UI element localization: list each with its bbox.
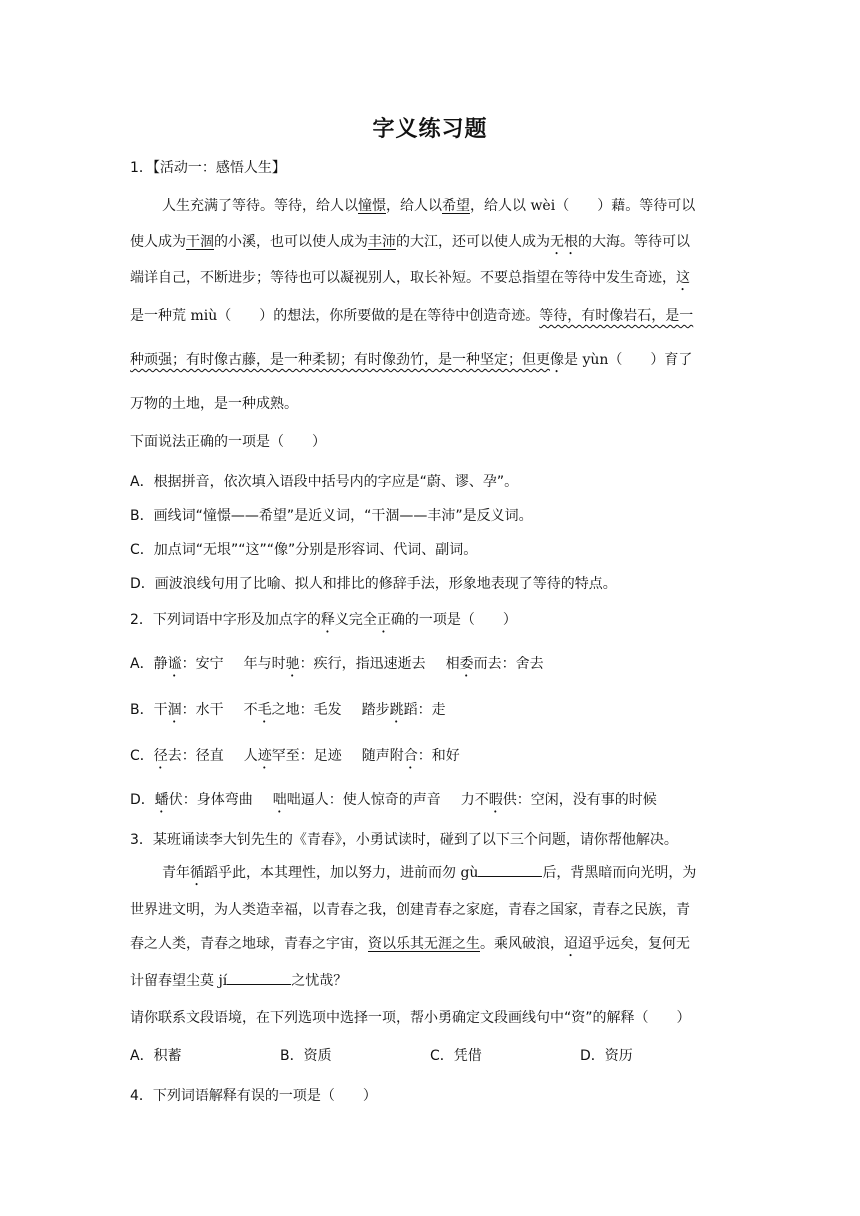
text: 踏步 (361, 702, 390, 718)
text: ：安宁 (181, 656, 224, 672)
dotted-char: 径 (153, 748, 168, 764)
text: 使人成为 (130, 234, 186, 250)
underlined-word: 憧憬 (358, 198, 386, 214)
text: 伏：身体弯曲 (168, 792, 253, 808)
text: 力不 (460, 792, 489, 808)
q3-option-d: D．资历 (580, 1048, 633, 1064)
text: 人生充满了等待。等待，给人以 (162, 198, 358, 214)
text: 春之人类，青春之地球，青春之宇宙， (130, 936, 368, 952)
text: 干 (153, 702, 168, 718)
dotted-char: 正 (376, 612, 391, 628)
dotted-char: 谧 (167, 656, 182, 672)
q1-passage-line-2 (130, 232, 690, 258)
dotted-char: 循 (190, 865, 204, 881)
text: 端详自己，不断进步；等待也可以凝视别人，取长补短。不要总指望在等待中发生奇迹， (130, 270, 676, 286)
text: 的大海。等待可以 (578, 234, 690, 250)
q1-passage-line-3 (130, 268, 690, 294)
dotted-char: 驰 (285, 656, 300, 672)
q1-option-c: C．加点词“无垠”“这”“像”分别是形容词、代词、副词。 (130, 542, 478, 558)
text: 之地：毛发 (271, 702, 342, 718)
q3-passage-line-1 (162, 862, 696, 889)
q1-passage-line-1 (162, 196, 695, 216)
option-label: C． (130, 748, 154, 764)
page-title: 字义练习题 (372, 117, 488, 142)
dotted-char: 像 (550, 352, 564, 368)
q3-stem: 3．某班诵读李大钊先生的《青春》，小勇试读时，碰到了以下三个问题，请你帮他解决。 (130, 832, 678, 848)
option-label: A． (130, 656, 154, 672)
wavy-underlined-text: 等待，有时像岩石，是一 (539, 308, 694, 324)
q2-stem (130, 610, 517, 636)
dotted-char: 蟠 (154, 792, 169, 808)
q3-option-b: B．资质 (280, 1048, 332, 1064)
text: ：和好 (417, 748, 460, 764)
text: 随声附 (361, 748, 404, 764)
dotted-char: 暇 (488, 792, 503, 808)
dotted-char: 毛 (257, 702, 272, 718)
wavy-underlined-text: 种顽强；有时像古藤，是一种柔韧；有时像劲竹，是一种坚定；但更 (130, 352, 550, 368)
q1-option-b: B．画线词“憧憬——希望”是近义词，“干涸——丰沛”是反义词。 (130, 508, 533, 524)
text: ：疾行，指迅速逝去 (299, 656, 426, 672)
option-label: D． (130, 792, 155, 808)
text: 相 (445, 656, 460, 672)
q3-option-c: C．凭借 (430, 1048, 482, 1064)
text: 不 (243, 702, 258, 718)
q3-prompt: 请你联系文段语境，在下列选项中选择一项，帮小勇确定文段画线句中“资”的解释（ ） (130, 1010, 691, 1026)
answer-blank (227, 970, 291, 985)
q1-option-d: D．画波浪线句用了比喻、拟人和排比的修辞手法，形象地表现了等待的特点。 (130, 576, 617, 592)
q3-passage-line-4 (130, 970, 347, 991)
underlined-sentence: 资以乐其无涯之生 (368, 936, 480, 952)
text: 静 (153, 656, 168, 672)
q2-option-a (130, 654, 544, 680)
text: 蹈乎此，本其理性，加以努力，进前而勿 gù (204, 865, 479, 881)
q2-option-c (130, 746, 460, 772)
q1-passage-line-6: 万物的土地，是一种成熟。 (130, 396, 298, 412)
text: 去：径直 (167, 748, 224, 764)
text: 而去：舍去 (473, 656, 544, 672)
dotted-char: 咄 (272, 792, 287, 808)
q1-passage-line-5 (130, 350, 692, 376)
underlined-word: 希望 (442, 198, 470, 214)
option-label: B． (130, 702, 154, 718)
q2-option-b (130, 700, 446, 726)
text: 确的一项是（ ） (390, 612, 517, 628)
text: 。乘风破浪， (480, 936, 564, 952)
text: 罕至：足迹 (271, 748, 342, 764)
answer-blank (478, 862, 542, 877)
q3-option-a: A．积蓄 (130, 1048, 182, 1064)
q1-header: 1．【活动一：感悟人生】 (130, 160, 286, 176)
text: 人 (243, 748, 258, 764)
q4-stem: 4．下列词语解释有误的一项是（ ） (130, 1088, 377, 1104)
text: 之忧哉？ (291, 973, 348, 989)
text: ：水干 (181, 702, 224, 718)
q1-option-a: A．根据拼音，依次填入语段中括号内的字应是“蔚、谬、孕”。 (130, 474, 519, 490)
underlined-word: 丰沛 (368, 234, 396, 250)
text: 年与时 (243, 656, 286, 672)
dotted-char: 根 (564, 234, 578, 250)
text: ，给人以 (386, 198, 442, 214)
underlined-word: 干涸 (186, 234, 214, 250)
q3-passage-line-3 (130, 934, 690, 960)
text: 2．下列词语中字形及加点字的 (130, 612, 321, 628)
dotted-char: 迢 (564, 936, 578, 952)
q1-prompt: 下面说法正确的一项是（ ） (130, 434, 326, 450)
dotted-char: 这 (676, 270, 690, 286)
dotted-char: 合 (403, 748, 418, 764)
text: 的小溪，也可以使人成为 (214, 234, 368, 250)
dotted-char: 跳 (389, 702, 404, 718)
text: 供：空闲，没有事的时候 (502, 792, 657, 808)
dotted-char: 涸 (167, 702, 182, 718)
q3-passage-line-2: 世界进文明，为人类造幸福，以青春之我，创建青春之家庭，青春之国家，青春之民族，青 (130, 902, 690, 918)
text: 计留春望尘莫 jí (130, 973, 228, 989)
text: ，给人以 wèi（ ）藉。等待可以 (470, 198, 696, 214)
text: 青年 (162, 865, 190, 881)
text: 咄逼人：使人惊奇的声音 (286, 792, 441, 808)
text: 是 yùn（ ）育了 (564, 352, 693, 368)
dotted-char: 释 (320, 612, 335, 628)
q2-option-d (130, 790, 657, 816)
dotted-char: 委 (459, 656, 474, 672)
text: 的大江，还可以使人成为 (396, 234, 550, 250)
dotted-char: 无 (550, 234, 564, 250)
q1-passage-line-4 (130, 306, 693, 326)
text: 是一种荒 miù（ ）的想法，你所要做的是在等待中创造奇迹。 (130, 308, 540, 324)
text: 蹈：走 (403, 702, 446, 718)
text: 迢乎远矣，复何无 (578, 936, 690, 952)
text: 后，背黑暗而向光明，为 (542, 865, 697, 881)
dotted-char: 迹 (257, 748, 272, 764)
text: 义完全 (334, 612, 377, 628)
